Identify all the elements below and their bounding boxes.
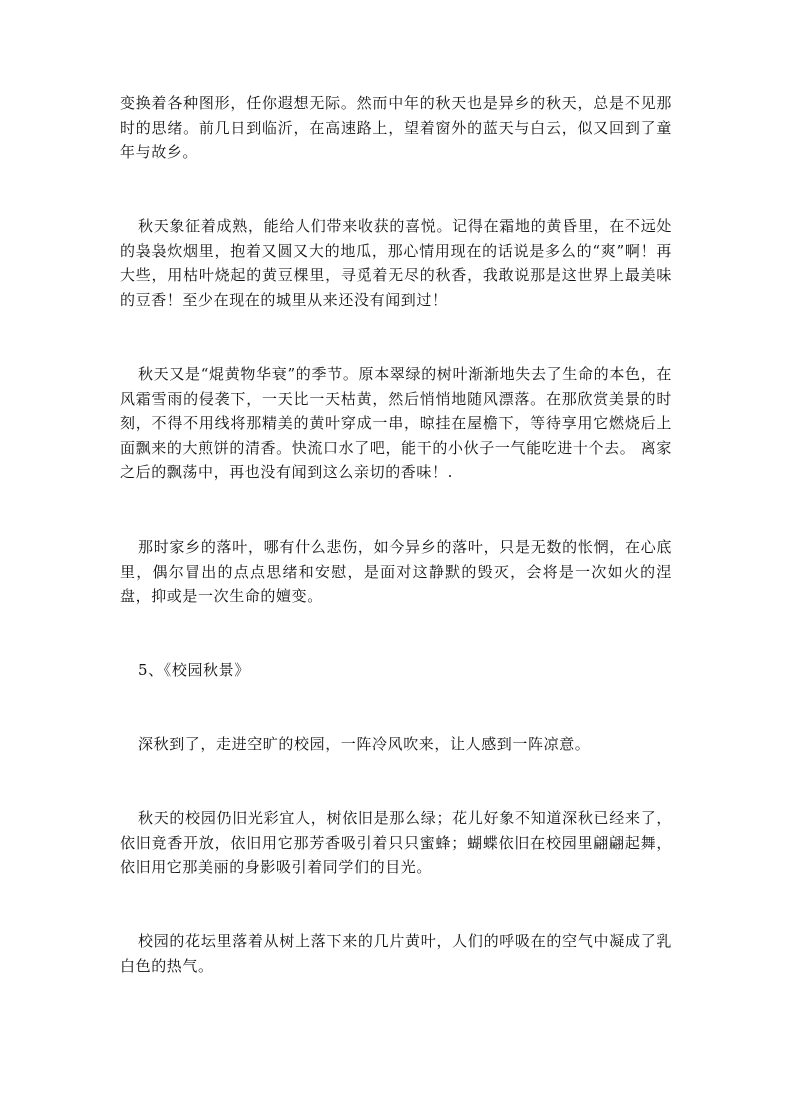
section-paragraph-3: 校园的花坛里落着从树上落下来的几片黄叶，人们的呼吸在的空气中凝成了乳白色的热气。 <box>120 932 672 975</box>
section-heading: 5、《校园秋景》 <box>138 661 250 679</box>
paragraph-4: 那时家乡的落叶，哪有什么悲伤，如今异乡的落叶，只是无数的怅惘，在心底里，偶尔冒出的点点思绪和安慰，是面对这静默的毁灭，会将是一次如火的涅盘，抑或是一次生命的嬗变。 <box>120 538 672 605</box>
section-paragraph-1: 深秋到了，走进空旷的校园，一阵冷风吹来，让人感到一阵凉意。 <box>138 735 591 753</box>
paragraph-2: 秋天象征着成熟，能给人们带来收获的喜悦。记得在霜地的黄昏里，在不远处的袅袅炊烟里，抱着又圆又大的地瓜，那心情用现在的话说是多么的“爽”啊！再大些，用枯叶烧起的黄豆棵里，寻觅着无尽的秋香，我敢说那是这世界上最美味的豆香！至少在现在的城里从来还没有闻到过！ <box>120 217 672 309</box>
paragraph-3: 秋天又是“焜黄物华衰”的季节。原本翠绿的树叶渐渐地失去了生命的本色，在风霜雪雨的侵袭下，一天比一天枯黄，然后悄悄地随风漂落。在那欣赏美景的时刻，不得不用线将那精美的黄叶穿成一串，晾挂在屋檐下，等待享用它燃烧后上面飘来的大煎饼的清香。快流口水了吧，能干的小伙子一气能吃进十个去。 离家之后的飘荡中，再也没有闻到这么亲切的香味！. <box>120 365 672 481</box>
paragraph-1: 变换着各种图形，任你遐想无际。然而中年的秋天也是异乡的秋天，总是不见那时的思绪。前几日到临沂，在高速路上，望着窗外的蓝天与白云，似又回到了童年与故乡。 <box>120 94 672 161</box>
section-paragraph-2: 秋天的校园仍旧光彩宜人，树依旧是那么绿；花儿好象不知道深秋已经来了，依旧竟香开放，依旧用它那芳香吸引着只只蜜蜂；蝴蝶依旧在校园里翩翩起舞，依旧用它那美丽的身影吸引着同学们的目光。 <box>120 809 672 876</box>
